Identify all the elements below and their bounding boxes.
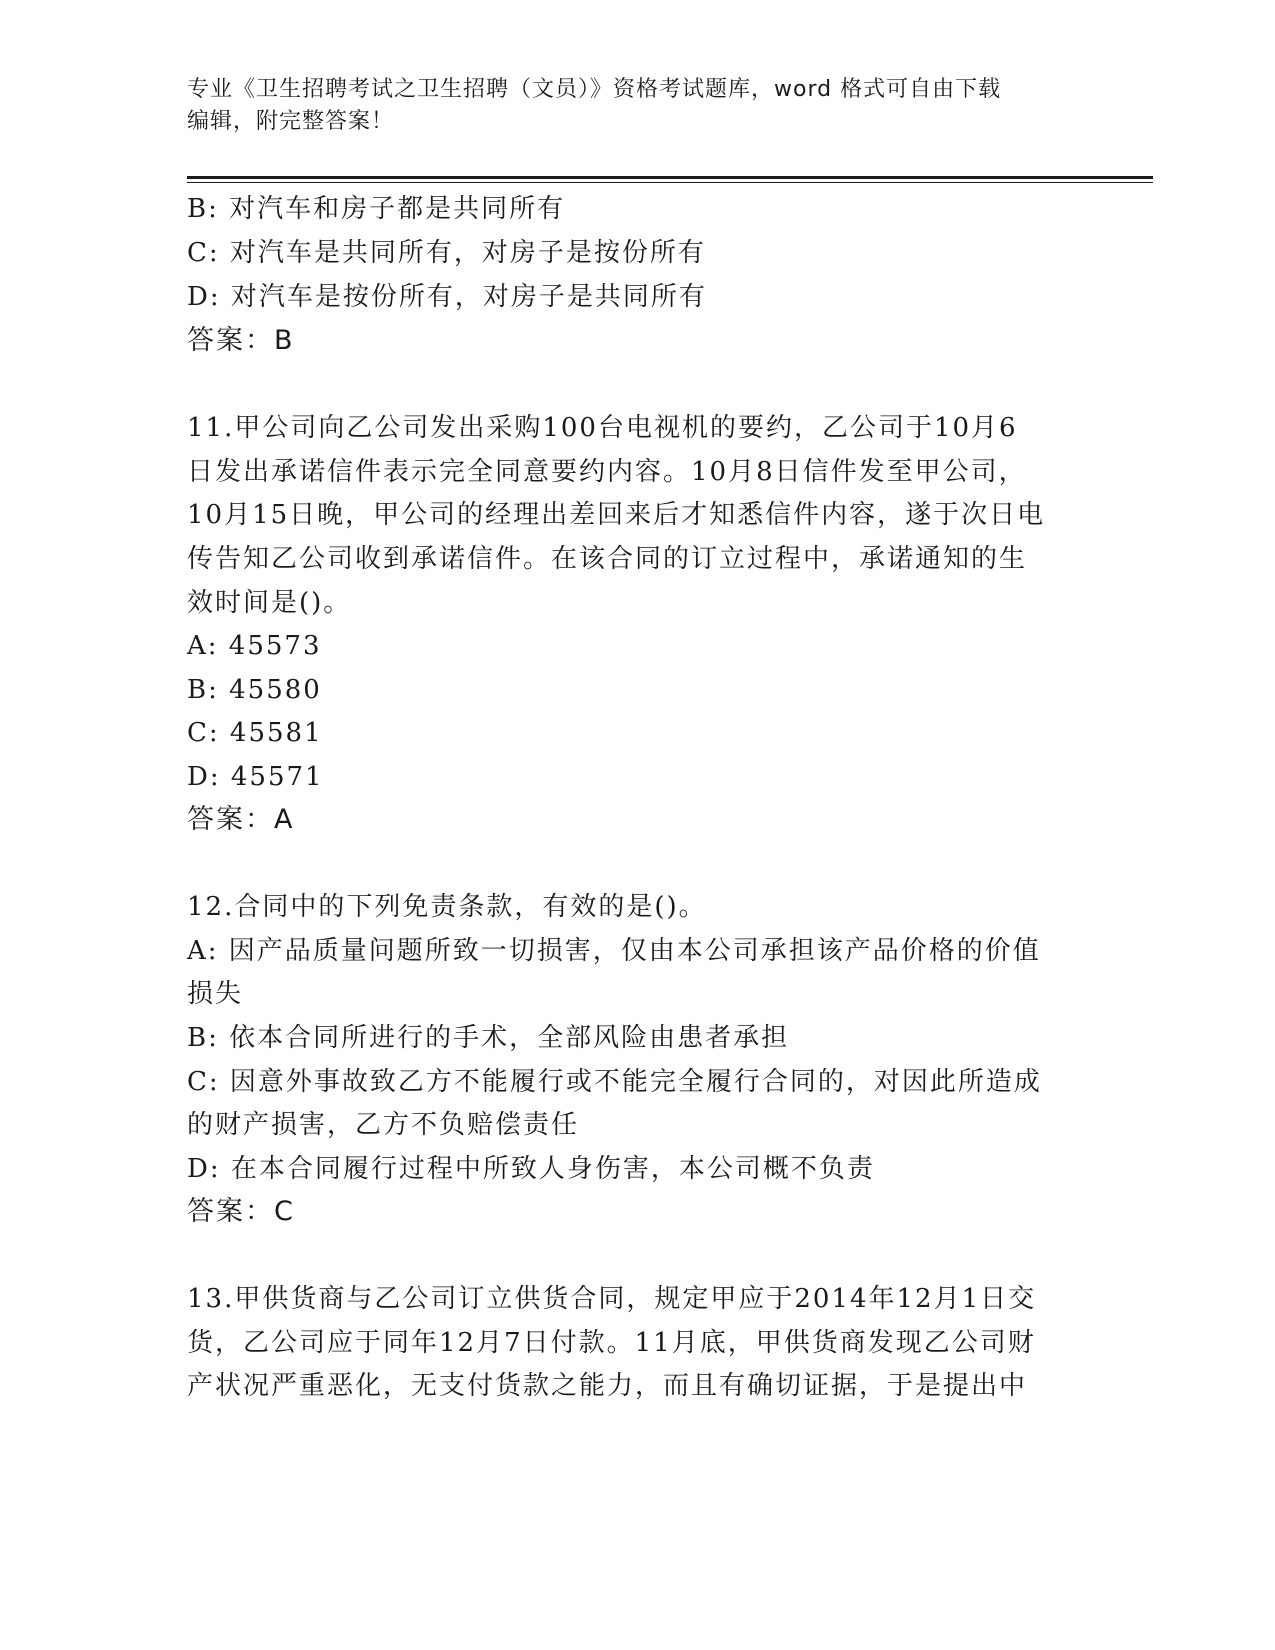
q11-answer: 答案：A xyxy=(187,804,295,835)
header-line-2: 编辑，附完整答案！ xyxy=(187,109,395,134)
q11-stem-line: 日发出承诺信件表示完全同意要约内容。10月8日信件发至甲公司， xyxy=(187,457,1027,487)
q11-option-d: D: 45571 xyxy=(187,762,324,792)
q12-option-b: B: 依本合同所进行的手术，全部风险由患者承担 xyxy=(187,1023,790,1053)
q11-stem-line: 传告知乙公司收到承诺信件。在该合同的订立过程中，承诺通知的生 xyxy=(187,544,1028,574)
q11-option-b: B: 45580 xyxy=(187,675,322,705)
q10-answer: 答案：B xyxy=(187,325,295,356)
header-line-1: 专业《卫生招聘考试之卫生招聘（文员）》资格考试题库，word 格式可自由下载 xyxy=(187,77,1002,102)
q13-stem-line: 货，乙公司应于同年12月7日付款。11月底，甲供货商发现乙公司财 xyxy=(187,1328,1036,1358)
q12-option-c: C: 因意外事故致乙方不能履行或不能完全履行合同的，对因此所造成 xyxy=(187,1067,1042,1097)
q10-option-b: B: 对汽车和房子都是共同所有 xyxy=(187,194,566,224)
q10-option-c: C: 对汽车是共同所有，对房子是按份所有 xyxy=(187,238,706,268)
q13-stem-line: 13.甲供货商与乙公司订立供货合同，规定甲应于2014年12月1日交 xyxy=(187,1284,1037,1314)
q12-option-a: A: 因产品质量问题所致一切损害，仅由本公司承担该产品价格的价值 xyxy=(187,936,1041,966)
q12-option-c-continued: 的财产损害，乙方不负赔偿责任 xyxy=(187,1110,580,1140)
q10-option-d: D: 对汽车是按份所有，对房子是共同所有 xyxy=(187,282,707,312)
q11-option-a: A: 45573 xyxy=(187,631,322,661)
header-divider-thin xyxy=(187,182,1153,183)
q12-stem: 12.合同中的下列免责条款，有效的是()。 xyxy=(187,892,707,922)
header-divider-thick xyxy=(187,176,1153,179)
document-header xyxy=(187,74,1087,138)
q11-option-c: C: 45581 xyxy=(187,718,323,748)
q11-stem-line: 11.甲公司向乙公司发出采购100台电视机的要约，乙公司于10月6 xyxy=(187,413,1018,443)
q12-option-d: D: 在本合同履行过程中所致人身伤害，本公司概不负责 xyxy=(187,1154,875,1184)
q11-stem-line: 效时间是()。 xyxy=(187,588,352,618)
q13-stem-line: 产状况严重恶化，无支付货款之能力，而且有确切证据，于是提出中 xyxy=(187,1371,1028,1401)
q12-option-a-continued: 损失 xyxy=(187,979,244,1009)
q12-answer: 答案：C xyxy=(187,1196,295,1227)
q11-stem-line: 10月15日晚，甲公司的经理出差回来后才知悉信件内容，遂于次日电 xyxy=(187,500,1046,530)
